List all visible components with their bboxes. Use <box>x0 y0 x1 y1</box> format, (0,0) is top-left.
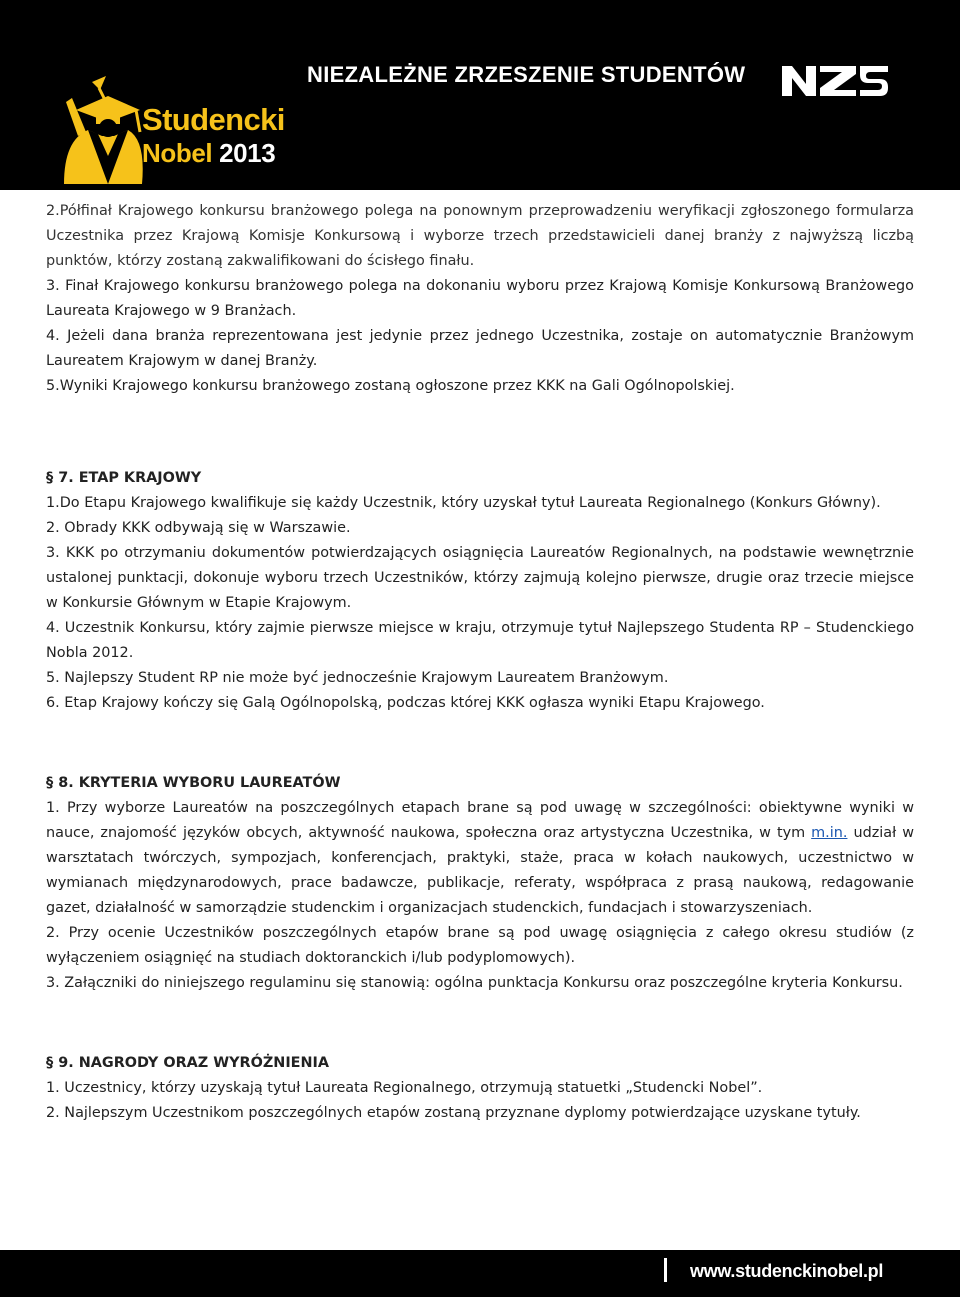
paragraph: 2.Półfinał Krajowego konkursu branżowego polega na ponownym przeprowadzeniu weryfikacji zgłoszonego formularza Uczestnika przez Krajową Komisje Konkursową i wyborze trzech przedstawicieli danej branży z najwyższą liczbą punktów, którzy zostaną zakwalifikowani do ścisłego finału. <box>46 203 914 269</box>
spacer <box>46 399 914 466</box>
paragraph <box>46 796 914 921</box>
section-heading: § 7. ETAP KRAJOWY <box>46 470 202 486</box>
section-heading: § 9. NAGRODY ORAZ WYRÓŻNIENIA <box>46 1055 330 1071</box>
website-url[interactable]: www.studenckinobel.pl <box>690 1261 884 1281</box>
paragraph: 6. Etap Krajowy kończy się Galą Ogólnopolską, podczas której KKK ogłasza wyniki Etapu Krajowego. <box>46 695 765 711</box>
min-link[interactable]: m.in. <box>811 825 848 841</box>
logo-nobel: Nobel <box>142 138 213 168</box>
page-footer <box>0 1250 960 1297</box>
paragraph: 2. Najlepszym Uczestnikom poszczególnych etapów zostaną przyznane dyplomy potwierdzające uzyskane tytuły. <box>46 1105 861 1121</box>
paragraph: 4. Uczestnik Konkursu, który zajmie pierwsze miejsce w kraju, otrzymuje tytuł Najlepszego Studenta RP – Studenckiego Nobla 2012. <box>46 620 914 661</box>
paragraph: 5. Najlepszy Student RP nie może być jednocześnie Krajowym Laureatem Branżowym. <box>46 670 669 686</box>
paragraph: 5.Wyniki Krajowego konkursu branżowego zostaną ogłoszone przez KKK na Gali Ogólnopolskiej. <box>46 378 735 394</box>
paragraph: 4. Jeżeli dana branża reprezentowana jest jedynie przez jednego Uczestnika, zostaje on automatycznie Branżowym Laureatem Krajowym w danej Branży. <box>46 328 914 369</box>
paragraph: 1.Do Etapu Krajowego kwalifikuje się każdy Uczestnik, który uzyskał tytuł Laureata Regionalnego (Konkurs Główny). <box>46 495 881 511</box>
paragraph: 3. Finał Krajowego konkursu branżowego polega na dokonaniu wyboru przez Krajową Komisje Konkursową Branżowego Laureata Krajowego w 9 Branżach. <box>46 278 914 319</box>
page-header <box>0 0 960 190</box>
paragraph: 2. Przy ocenie Uczestników poszczególnych etapów brane są pod uwagę osiągnięcia z całego okresu studiów (z wyłączeniem osiągnięć na studiach doktoranckich i/lub podyplomowych). <box>46 925 914 966</box>
nzs-logo <box>780 62 890 98</box>
graduate-figure-icon <box>58 76 146 184</box>
paragraph-text: udział w warsztatach twórczych, sympozjach, konferencjach, praktyki, staże, praca w kołach naukowych, uczestnictwo w wymianach międzynarodowych, prace badawcze, publikacje, referaty, współpraca z prasą naukową, redagowanie gazet, działalność w samorządzie studenckim i organizacjach studenckich, fundacjach i stowarzyszeniach. <box>46 825 914 916</box>
footer-divider <box>664 1258 667 1282</box>
logo-year: 2013 <box>219 138 276 168</box>
paragraph: 3. Załączniki do niniejszego regulaminu się stanowią: ogólna punktacja Konkursu oraz poszczególne kryteria Konkursu. <box>46 975 903 991</box>
organization-title: NIEZALEŻNE ZRZESZENIE STUDENTÓW <box>307 62 746 87</box>
spacer <box>46 716 914 771</box>
spacer <box>46 996 914 1051</box>
paragraph: 3. KKK po otrzymaniu dokumentów potwierdzających osiągnięcia Laureatów Regionalnych, na podstawie wewnętrznie ustalonej punktacji, dokonuje wyboru trzech Uczestników, którzy zajmują kolejno pierwsze, drugie oraz trzecie miejsce w Konkursie Głównym w Etapie Krajowym. <box>46 545 914 611</box>
logo-nobel-2013 <box>142 140 275 166</box>
paragraph: 2. Obrady KKK odbywają się w Warszawie. <box>46 520 351 536</box>
section-heading: § 8. KRYTERIA WYBORU LAUREATÓW <box>46 775 341 791</box>
document-body <box>46 199 914 1126</box>
logo-studencki: Studencki <box>142 102 285 137</box>
paragraph-text: 1. Przy wyborze Laureatów na poszczególnych etapach brane są pod uwagę w szczególności: obiektywne wyniki w nauce, znajomość języków obcych, aktywność naukowa, społeczna oraz artystyczna Uczestnika, w tym <box>46 800 914 841</box>
paragraph: 1. Uczestnicy, którzy uzyskają tytuł Laureata Regionalnego, otrzymują statuetki „Studencki Nobel”. <box>46 1080 763 1096</box>
